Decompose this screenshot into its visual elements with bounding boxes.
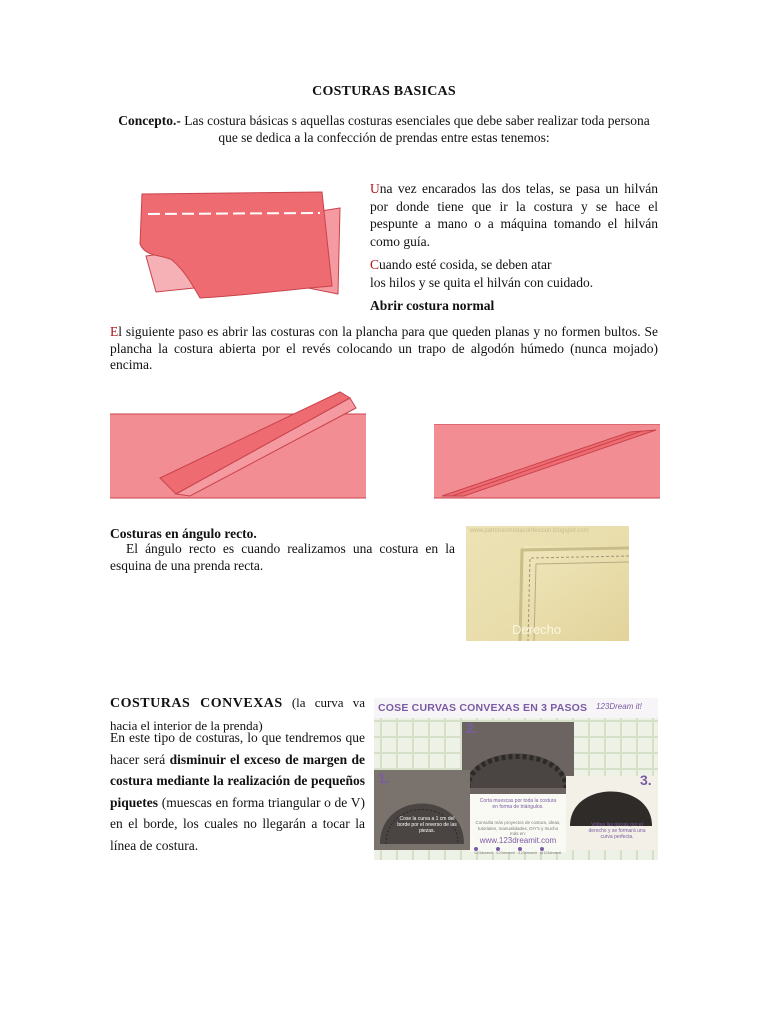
infographic-convexas: [374, 698, 658, 860]
initial-u: U: [370, 181, 380, 196]
paragraph-union: [370, 180, 658, 250]
seam-folded-illustration: [110, 382, 366, 500]
infographic-brand: 123Dream it!: [596, 702, 642, 711]
step2-text: Corta muescas por toda la costura en forma de triángulos.: [479, 798, 557, 810]
infographic-title: COSE CURVAS CONVEXAS EN 3 PASOS: [378, 702, 588, 714]
step2-felt: [462, 722, 574, 794]
convexas-text-a: En este tipo de costuras, lo que tendremos que hacer será: [110, 730, 365, 767]
seam-open-illustration: [434, 424, 660, 500]
infographic-url[interactable]: www.123dreamit.com: [479, 836, 557, 845]
infographic-footer-line: Consulta más proyectos de costura, ideas, tutoriales, manualidades, DIY's y mucho más en:: [475, 820, 561, 836]
paragraph-cosida-line1: uando esté cosida, se deben atar: [379, 257, 552, 272]
infographic-socials: [474, 847, 564, 855]
initial-c: C: [370, 257, 380, 272]
concept-paragraph: [118, 112, 650, 146]
paragraph-abrir: [110, 324, 658, 374]
social-handle-1: /123dreamit: [474, 851, 493, 856]
step3-number: 3.: [640, 772, 652, 788]
paragraph-cosida: [370, 256, 658, 291]
convexas-bold: disminuir el exceso de margen de costura mediante la realización de pequeños piquetes: [110, 751, 365, 810]
social-handle-4: @123dreamit: [539, 851, 562, 856]
paragraph-cosida-line2: los hilos y se quita el hilván con cuidado.: [370, 274, 594, 290]
paragraph-abrir-text: l siguiente paso es abrir las costuras con la plancha para que queden planas y no formen bultos. Se plancha la costura abierta por el revés colocando un trapo de algodón húmedo (nunca mojado) encima.: [110, 324, 658, 372]
concept-label: Concepto.-: [118, 113, 181, 128]
step2-number: 2.: [466, 720, 478, 736]
heading-angulo-recto: Costuras en ángulo recto.: [110, 526, 257, 541]
convexas-paragraph: [110, 727, 365, 856]
pinterest-icon-label[interactable]: [518, 847, 540, 855]
concept-text: Las costura básicas s aquellas costuras esenciales que debe saber realizar toda persona que se dedica a la confección de prendas entre estas tenemos:: [180, 113, 650, 145]
photo-angulo-recto: [466, 526, 629, 641]
social-handle-3: /123dreamit: [517, 851, 537, 856]
initial-e: E: [110, 324, 119, 339]
step3-text: Voltea las piezas por el derecho y se formará una curva perfecta.: [588, 822, 646, 840]
photo-caption-derecho: Derecho: [512, 622, 562, 637]
convexas-heading-note: (la curva va hacia el interior de la prenda): [110, 695, 365, 733]
heading-abrir-costura: Abrir costura normal: [370, 298, 495, 313]
photo-watermark: www.patronesmodaconfeccion.blogspot.com: [470, 528, 589, 534]
instagram-icon-label[interactable]: [540, 847, 564, 855]
fabric-basting-illustration: [132, 186, 344, 302]
paragraph-angulo-recto: El ángulo recto es cuando realizamos una costura en la esquina de una prenda recta.: [110, 541, 455, 573]
paragraph-union-text: na vez encarados las dos telas, se pasa un hilván por donde tiene que ir la costura y se hace el pespunte a mano o a máquina tomando el hilván como guía.: [370, 181, 658, 249]
social-handle-2: /123dreamit: [495, 851, 515, 856]
facebook-icon-label[interactable]: [474, 847, 496, 855]
step1-text: Cose la curva a 1 cm del borde por el reverso de las piezas.: [397, 816, 457, 834]
basting-stitch-line: [148, 213, 320, 214]
heading-convexas: COSTURAS CONVEXAS: [110, 696, 283, 711]
page-title: COSTURAS BASICAS: [312, 84, 456, 99]
convexas-text-b: (muescas en forma triangular o de V) en el borde, los cuales no llegarán a tocar la línea de costura.: [110, 794, 365, 853]
twitter-icon-label[interactable]: [496, 847, 518, 855]
step1-number: 1.: [378, 770, 390, 786]
